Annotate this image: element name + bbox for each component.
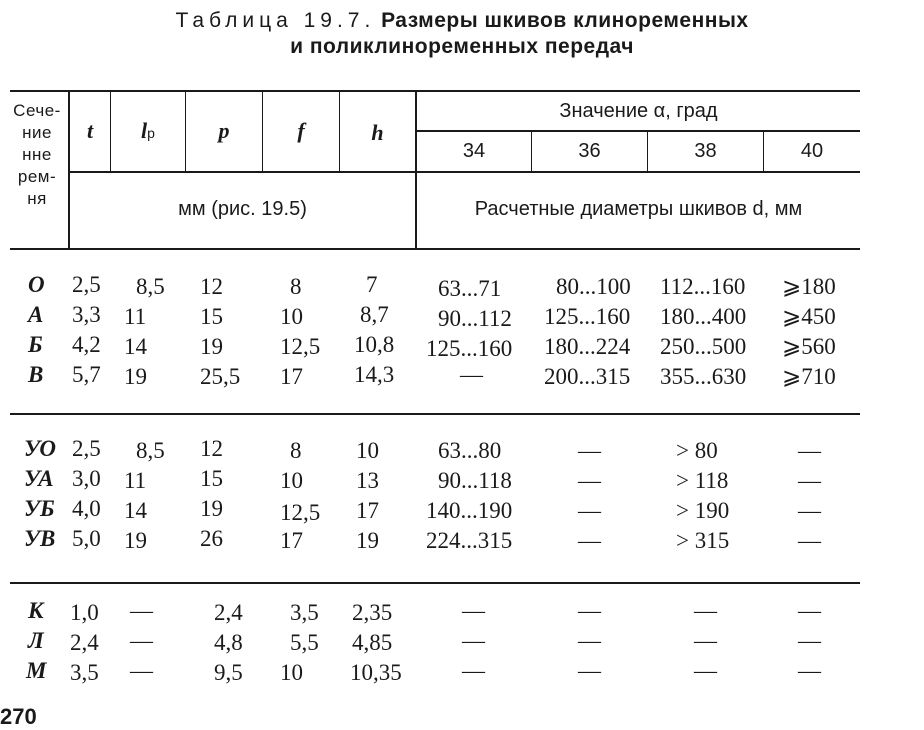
cell-d40: ⩾560	[782, 334, 836, 359]
cell-h: 10	[356, 438, 379, 463]
section-header-line: нне	[22, 145, 52, 164]
cell-t: 3,3	[72, 302, 101, 327]
cell-d40: ⩾710	[782, 364, 836, 389]
cell-lp: 14	[124, 334, 147, 359]
section-header-line: Сече-	[13, 101, 61, 120]
cell-h: 14,3	[354, 362, 395, 387]
cell-d36: —	[578, 598, 601, 623]
cell-f: 10	[280, 304, 303, 329]
cell-d34: 90...112	[438, 306, 512, 331]
cell-f: 10	[280, 660, 303, 685]
cell-t: 5,0	[72, 526, 101, 551]
cell-d36: —	[578, 498, 601, 523]
col-divider-section	[68, 92, 70, 250]
header-t: t	[86, 118, 94, 143]
cell-d38: 355...630	[660, 364, 747, 389]
cell-f: 10	[280, 468, 303, 493]
cell-d38: > 118	[676, 468, 729, 493]
header-angle-40: 40	[800, 140, 824, 162]
header-angle-34: 34	[462, 140, 486, 162]
cell-d40: —	[798, 528, 821, 553]
cell-d34: 140...190	[426, 498, 513, 523]
cell-d40: ⩾180	[782, 274, 836, 299]
header-angle-38: 38	[694, 140, 717, 162]
cell-h: 8,7	[360, 302, 389, 327]
cell-f: 8	[290, 274, 302, 299]
cell-f: 17	[280, 364, 303, 389]
cell-h: 13	[356, 468, 379, 493]
group-2-rule	[10, 582, 860, 584]
cell-lp: 19	[124, 528, 147, 553]
cell-t: 3,5	[70, 660, 99, 685]
cell-lp: 8,5	[136, 274, 165, 299]
cell-section: УА	[24, 466, 54, 491]
cell-d36: 200...315	[544, 364, 631, 389]
cell-d36: —	[578, 468, 601, 493]
cell-d34: —	[462, 598, 485, 623]
cell-lp: —	[130, 628, 153, 653]
section-header-line: ня	[27, 189, 47, 208]
table-title-line-2	[0, 34, 924, 59]
header-units-right: Расчетные диаметры шкивов d, мм	[474, 198, 803, 220]
cell-d40: —	[798, 658, 821, 683]
header-lp	[111, 118, 185, 144]
section-header-line: рем-	[17, 167, 57, 186]
cell-d38: —	[694, 598, 717, 623]
section-column-header	[10, 100, 64, 210]
cell-section: УВ	[24, 526, 56, 551]
cell-d40: —	[798, 468, 821, 493]
cell-d36: —	[578, 658, 601, 683]
cell-f: 5,5	[290, 630, 319, 655]
cell-d40: —	[798, 598, 821, 623]
cell-d40: —	[798, 438, 821, 463]
cell-p: 15	[200, 466, 223, 491]
header-lp-subscript: р	[147, 125, 155, 141]
cell-t: 1,0	[70, 600, 99, 625]
table-label: Таблица 19.7.	[175, 9, 376, 32]
cell-t: 2,4	[70, 630, 99, 655]
cell-lp: 11	[124, 304, 147, 329]
header-angle-36: 36	[578, 140, 601, 162]
cell-lp: 8,5	[136, 438, 165, 463]
cell-t: 4,2	[72, 332, 101, 357]
cell-p: 4,8	[214, 630, 243, 655]
cell-h: 10,8	[354, 332, 395, 357]
cell-section: М	[26, 658, 47, 683]
header-p: p	[218, 118, 230, 143]
cell-section: Л	[28, 628, 44, 653]
cell-d36: 80...100	[556, 274, 631, 299]
cell-d34: 90...118	[438, 468, 512, 493]
cell-lp: —	[130, 658, 153, 683]
cell-p: 12	[200, 436, 223, 461]
cell-section: УО	[24, 436, 56, 461]
table-title-text: Размеры шкивов клиноременных	[381, 9, 749, 32]
cell-section: УБ	[24, 496, 55, 521]
alpha-rule	[416, 130, 860, 132]
cell-h: 4,85	[352, 630, 393, 655]
header-lp-symbol: l	[141, 118, 148, 143]
page-number: 270	[0, 704, 37, 729]
cell-d38: 112...160	[660, 274, 746, 299]
cell-lp: 14	[124, 498, 147, 523]
header-units-left: мм (рис. 19.5)	[178, 198, 307, 220]
cell-d36: 180...224	[544, 334, 631, 359]
cell-p: 15	[200, 304, 223, 329]
cell-t: 4,0	[72, 496, 101, 521]
header-mid-rule	[68, 171, 860, 173]
cell-d34: 125...160	[426, 336, 513, 361]
cell-d38: 180...400	[660, 304, 747, 329]
cell-d36: 125...160	[544, 304, 631, 329]
cell-d34: 63...80	[438, 438, 502, 463]
header-h: h	[371, 120, 384, 145]
cell-f: 3,5	[290, 600, 319, 625]
cell-t: 3,0	[72, 466, 101, 491]
cell-d34: —	[460, 362, 483, 387]
header-alpha-title: Значение α, град	[559, 100, 718, 122]
cell-d34: —	[462, 658, 485, 683]
cell-p: 25,5	[200, 364, 241, 389]
cell-p: 19	[200, 496, 223, 521]
table-title-line-1	[0, 8, 924, 33]
cell-p: 26	[200, 526, 223, 551]
cell-h: 2,35	[352, 600, 393, 625]
cell-t: 5,7	[72, 362, 101, 387]
cell-d36: —	[578, 528, 601, 553]
cell-d40: ⩾450	[782, 304, 836, 329]
cell-f: 12,5	[280, 500, 321, 525]
group-1-rule	[10, 413, 860, 415]
cell-d38: > 315	[676, 528, 730, 553]
cell-lp: 11	[124, 468, 147, 493]
cell-d38: —	[694, 658, 717, 683]
cell-h: 19	[356, 528, 379, 553]
cell-section: К	[28, 598, 44, 623]
cell-d36: —	[578, 438, 601, 463]
cell-p: 12	[200, 274, 223, 299]
cell-section: O	[28, 272, 45, 297]
table-top-rule	[10, 90, 860, 92]
cell-h: 17	[356, 498, 379, 523]
cell-section: Б	[28, 332, 43, 357]
cell-h: 7	[366, 272, 378, 297]
cell-p: 9,5	[214, 660, 243, 685]
cell-d36: —	[578, 628, 601, 653]
cell-d40: —	[798, 498, 821, 523]
cell-lp: —	[130, 598, 153, 623]
header-bottom-rule	[10, 248, 860, 250]
cell-p: 19	[200, 334, 223, 359]
cell-d38: —	[694, 628, 717, 653]
cell-d34: 63...71	[438, 276, 502, 301]
cell-d38: > 190	[676, 498, 730, 523]
cell-t: 2,5	[72, 436, 101, 461]
table-subtitle-text: и поликлиноременных передач	[290, 35, 634, 58]
cell-f: 12,5	[280, 334, 321, 359]
cell-lp: 19	[124, 364, 147, 389]
cell-d38: > 80	[676, 438, 718, 463]
cell-section: А	[28, 302, 44, 327]
cell-h: 10,35	[350, 660, 402, 685]
cell-t: 2,5	[72, 272, 101, 297]
cell-d34: —	[462, 628, 485, 653]
cell-d40: —	[798, 628, 821, 653]
cell-f: 8	[290, 438, 302, 463]
header-f: f	[297, 118, 305, 143]
cell-p: 2,4	[214, 600, 243, 625]
section-header-line: ние	[22, 123, 52, 142]
cell-section: В	[28, 362, 44, 387]
cell-d34: 224...315	[426, 528, 513, 553]
cell-f: 17	[280, 528, 303, 553]
cell-d38: 250...500	[660, 334, 747, 359]
